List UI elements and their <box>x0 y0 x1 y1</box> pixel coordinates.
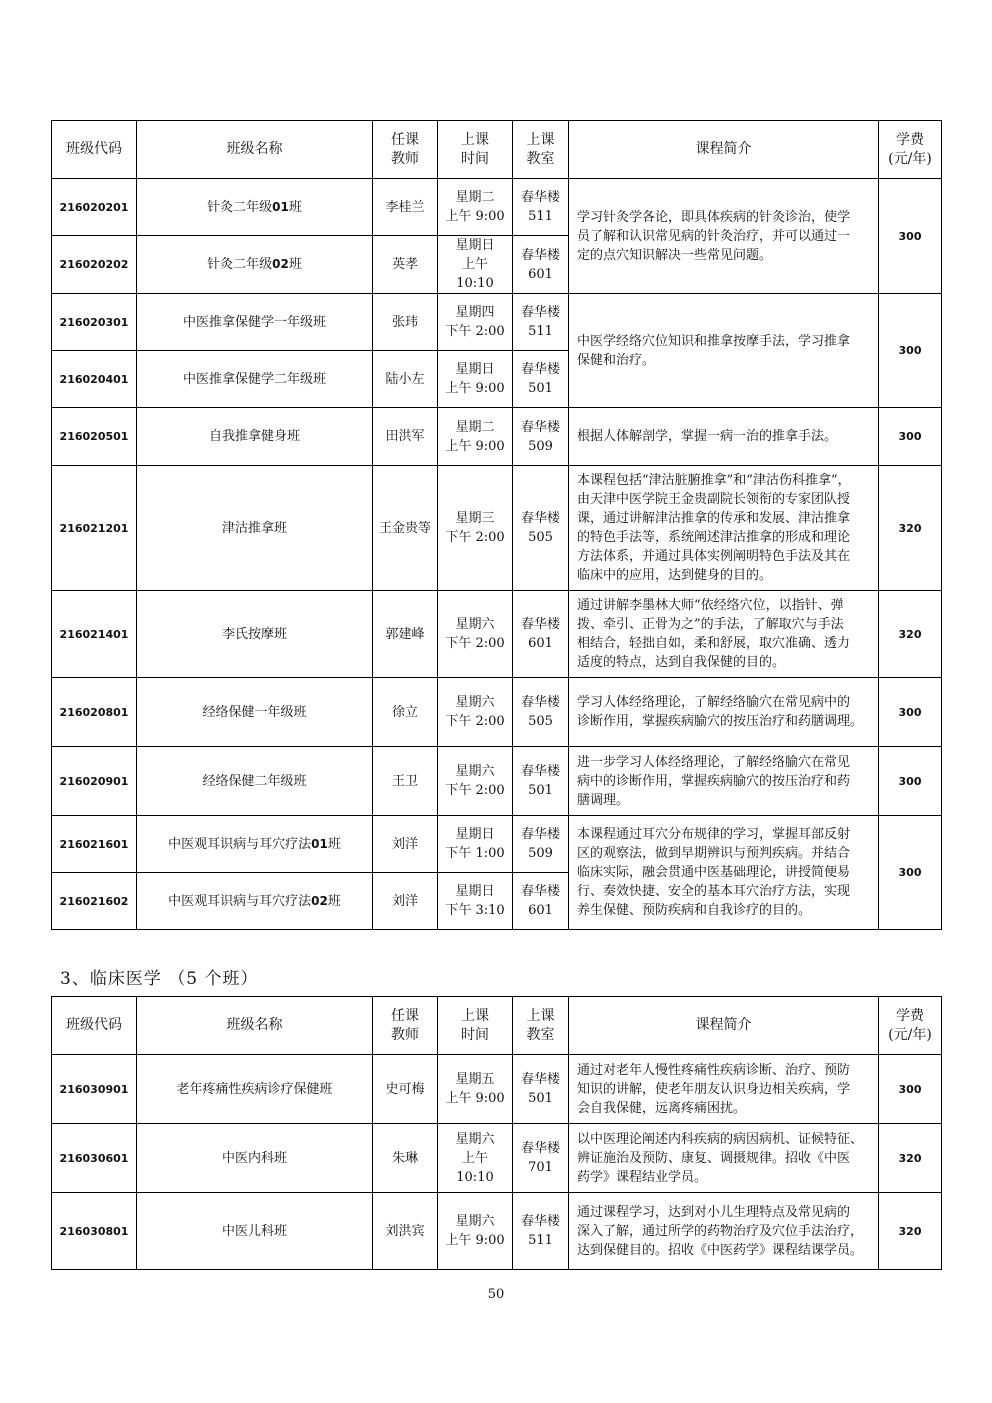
class-name: 中医内科班 <box>137 1124 373 1193</box>
class-time: 星期六 上午 9:00 <box>438 1193 513 1270</box>
classroom: 春华楼 505 <box>513 466 569 591</box>
tuition-fee: 300 <box>879 747 942 816</box>
tuition-fee: 300 <box>879 408 942 466</box>
header-name: 班级名称 <box>137 997 373 1055</box>
tuition-fee: 300 <box>879 179 942 294</box>
table-row <box>52 466 942 591</box>
class-code: 216020202 <box>52 236 137 294</box>
header-name: 班级名称 <box>137 121 373 179</box>
tuition-fee: 320 <box>879 1193 942 1270</box>
class-code: 216020201 <box>52 179 137 236</box>
course-intro: 学习针灸学各论，即具体疾病的针灸诊治，使学 员了解和认识常见病的针灸治疗，并可以通过一 定的点穴知识解决一些常见问题。 <box>569 179 879 294</box>
header-room: 上课 教室 <box>513 121 569 179</box>
class-code: 216020801 <box>52 678 137 747</box>
class-code: 216021601 <box>52 816 137 873</box>
table-row <box>52 1055 942 1124</box>
classroom: 春华楼 601 <box>513 236 569 294</box>
teacher: 英孝 <box>373 236 438 294</box>
class-name: 自我推拿健身班 <box>137 408 373 466</box>
table-row <box>52 1124 942 1193</box>
teacher: 刘洋 <box>373 816 438 873</box>
course-intro: 本课程通过耳穴分布规律的学习，掌握耳部反射 区的观察法，做到早期辨识与预判疾病。并结合 临床实际，融会贯通中医基础理论，讲授简便易 行、奏效快捷、安全的基本耳穴治疗方法，实现 养生保健、预防疾病和自我诊疗的目的。 <box>569 816 879 930</box>
class-time: 星期日 上午 10:10 <box>438 236 513 294</box>
tuition-fee: 320 <box>879 591 942 678</box>
class-name: 中医推拿保健学二年级班 <box>137 351 373 408</box>
class-code: 216020301 <box>52 294 137 351</box>
header-time: 上课 时间 <box>438 121 513 179</box>
class-time: 星期日 上午 9:00 <box>438 351 513 408</box>
teacher: 李桂兰 <box>373 179 438 236</box>
class-time: 星期二 上午 9:00 <box>438 408 513 466</box>
class-name: 针灸二年级02班 <box>137 236 373 294</box>
page-number: 50 <box>487 1287 505 1302</box>
course-table-2 <box>51 996 942 1270</box>
course-intro: 中医学经络穴位知识和推拿按摩手法，学习推拿 保健和治疗。 <box>569 294 879 408</box>
class-time: 星期六 下午 2:00 <box>438 678 513 747</box>
course-intro: 通过课程学习，达到对小儿生理特点及常见病的 深入了解，通过所学的药物治疗及穴位手法治疗， 达到保健目的。招收《中医药学》课程结课学员。 <box>569 1193 879 1270</box>
class-code: 216020501 <box>52 408 137 466</box>
header-code: 班级代码 <box>52 997 137 1055</box>
header-fee: 学费 (元/年) <box>879 121 942 179</box>
table-row <box>52 591 942 678</box>
class-name: 中医观耳识病与耳穴疗法01班 <box>137 816 373 873</box>
class-code: 216020401 <box>52 351 137 408</box>
teacher: 陆小左 <box>373 351 438 408</box>
classroom: 春华楼 701 <box>513 1124 569 1193</box>
header-code: 班级代码 <box>52 121 137 179</box>
classroom: 春华楼 601 <box>513 591 569 678</box>
teacher: 王金贵等 <box>373 466 438 591</box>
classroom: 春华楼 501 <box>513 1055 569 1124</box>
table-row <box>52 408 942 466</box>
table-header-row <box>52 997 942 1055</box>
table-row <box>52 816 942 873</box>
course-intro: 通过讲解李墨林大师“依经络穴位，以指针、弹 拨、牵引、正骨为之”的手法，了解取穴与手法 相结合，轻拙自如，柔和舒展，取穴准确、透力 适度的特点，达到自我保健的目的。 <box>569 591 879 678</box>
classroom: 春华楼 511 <box>513 294 569 351</box>
course-intro: 进一步学习人体经络理论，了解经络腧穴在常见 病中的诊断作用，掌握疾病腧穴的按压治疗和药 膳调理。 <box>569 747 879 816</box>
class-code: 216020901 <box>52 747 137 816</box>
table-row <box>52 179 942 236</box>
class-name: 津沽推拿班 <box>137 466 373 591</box>
table-row <box>52 1193 942 1270</box>
classroom: 春华楼 511 <box>513 1193 569 1270</box>
tuition-fee: 300 <box>879 678 942 747</box>
header-intro: 课程简介 <box>569 121 879 179</box>
table-row <box>52 678 942 747</box>
teacher: 史可梅 <box>373 1055 438 1124</box>
classroom: 春华楼 505 <box>513 678 569 747</box>
class-time: 星期五 上午 9:00 <box>438 1055 513 1124</box>
teacher: 徐立 <box>373 678 438 747</box>
class-time: 星期六 下午 2:00 <box>438 591 513 678</box>
class-code: 216030601 <box>52 1124 137 1193</box>
teacher: 王卫 <box>373 747 438 816</box>
class-code: 216021602 <box>52 873 137 930</box>
teacher: 朱琳 <box>373 1124 438 1193</box>
tuition-fee: 320 <box>879 466 942 591</box>
class-name: 经络保健二年级班 <box>137 747 373 816</box>
class-time: 星期二 上午 9:00 <box>438 179 513 236</box>
class-time: 星期六 上午 10:10 <box>438 1124 513 1193</box>
header-intro: 课程简介 <box>569 997 879 1055</box>
course-intro: 学习人体经络理论，了解经络腧穴在常见病中的 诊断作用，掌握疾病腧穴的按压治疗和药膳调理。 <box>569 678 879 747</box>
teacher: 田洪军 <box>373 408 438 466</box>
header-teacher: 任课 教师 <box>373 997 438 1055</box>
class-time: 星期日 下午 1:00 <box>438 816 513 873</box>
classroom: 春华楼 501 <box>513 747 569 816</box>
classroom: 春华楼 501 <box>513 351 569 408</box>
class-code: 216021201 <box>52 466 137 591</box>
class-name: 老年疼痛性疾病诊疗保健班 <box>137 1055 373 1124</box>
class-code: 216021401 <box>52 591 137 678</box>
class-name: 中医观耳识病与耳穴疗法02班 <box>137 873 373 930</box>
header-time: 上课 时间 <box>438 997 513 1055</box>
classroom: 春华楼 511 <box>513 179 569 236</box>
course-table-1 <box>51 120 942 930</box>
class-time: 星期六 下午 2:00 <box>438 747 513 816</box>
class-name: 中医儿科班 <box>137 1193 373 1270</box>
tuition-fee: 300 <box>879 1055 942 1124</box>
tuition-fee: 300 <box>879 294 942 408</box>
class-name: 中医推拿保健学一年级班 <box>137 294 373 351</box>
class-name: 李氏按摩班 <box>137 591 373 678</box>
class-time: 星期三 下午 2:00 <box>438 466 513 591</box>
course-intro: 本课程包括“津沽脏腑推拿”和“津沽伤科推拿”， 由天津中医学院王金贵副院长领衔的专家团队授 课，通过讲解津沽推拿的传承和发展、津沽推拿 的特色手法等，系统阐述津沽推拿的形成和理论 方法体系，并通过具体实例阐明特色手法及其在 临床中的应用，达到健身的目的。 <box>569 466 879 591</box>
table-header-row <box>52 121 942 179</box>
tuition-fee: 320 <box>879 1124 942 1193</box>
course-intro: 根据人体解剖学，掌握一病一治的推拿手法。 <box>569 408 879 466</box>
classroom: 春华楼 509 <box>513 816 569 873</box>
class-name: 经络保健一年级班 <box>137 678 373 747</box>
header-fee: 学费 (元/年) <box>879 997 942 1055</box>
class-code: 216030801 <box>52 1193 137 1270</box>
course-intro: 以中医理论阐述内科疾病的病因病机、证候特征、 辨证施治及预防、康复、调摄规律。招收《中医 药学》课程结业学员。 <box>569 1124 879 1193</box>
table-row <box>52 747 942 816</box>
classroom: 春华楼 509 <box>513 408 569 466</box>
teacher: 刘洋 <box>373 873 438 930</box>
class-time: 星期四 下午 2:00 <box>438 294 513 351</box>
class-time: 星期日 下午 3:10 <box>438 873 513 930</box>
section-heading: 3、临床医学 （5 个班） <box>60 969 259 989</box>
header-room: 上课 教室 <box>513 997 569 1055</box>
tuition-fee: 300 <box>879 816 942 930</box>
teacher: 张玮 <box>373 294 438 351</box>
class-code: 216030901 <box>52 1055 137 1124</box>
table-row <box>52 294 942 351</box>
teacher: 郭建峰 <box>373 591 438 678</box>
classroom: 春华楼 601 <box>513 873 569 930</box>
class-name: 针灸二年级01班 <box>137 179 373 236</box>
course-intro: 通过对老年人慢性疼痛性疾病诊断、治疗、预防 知识的讲解，使老年朋友认识身边相关疾病，学 会自我保健，远离疼痛困扰。 <box>569 1055 879 1124</box>
teacher: 刘洪宾 <box>373 1193 438 1270</box>
header-teacher: 任课 教师 <box>373 121 438 179</box>
